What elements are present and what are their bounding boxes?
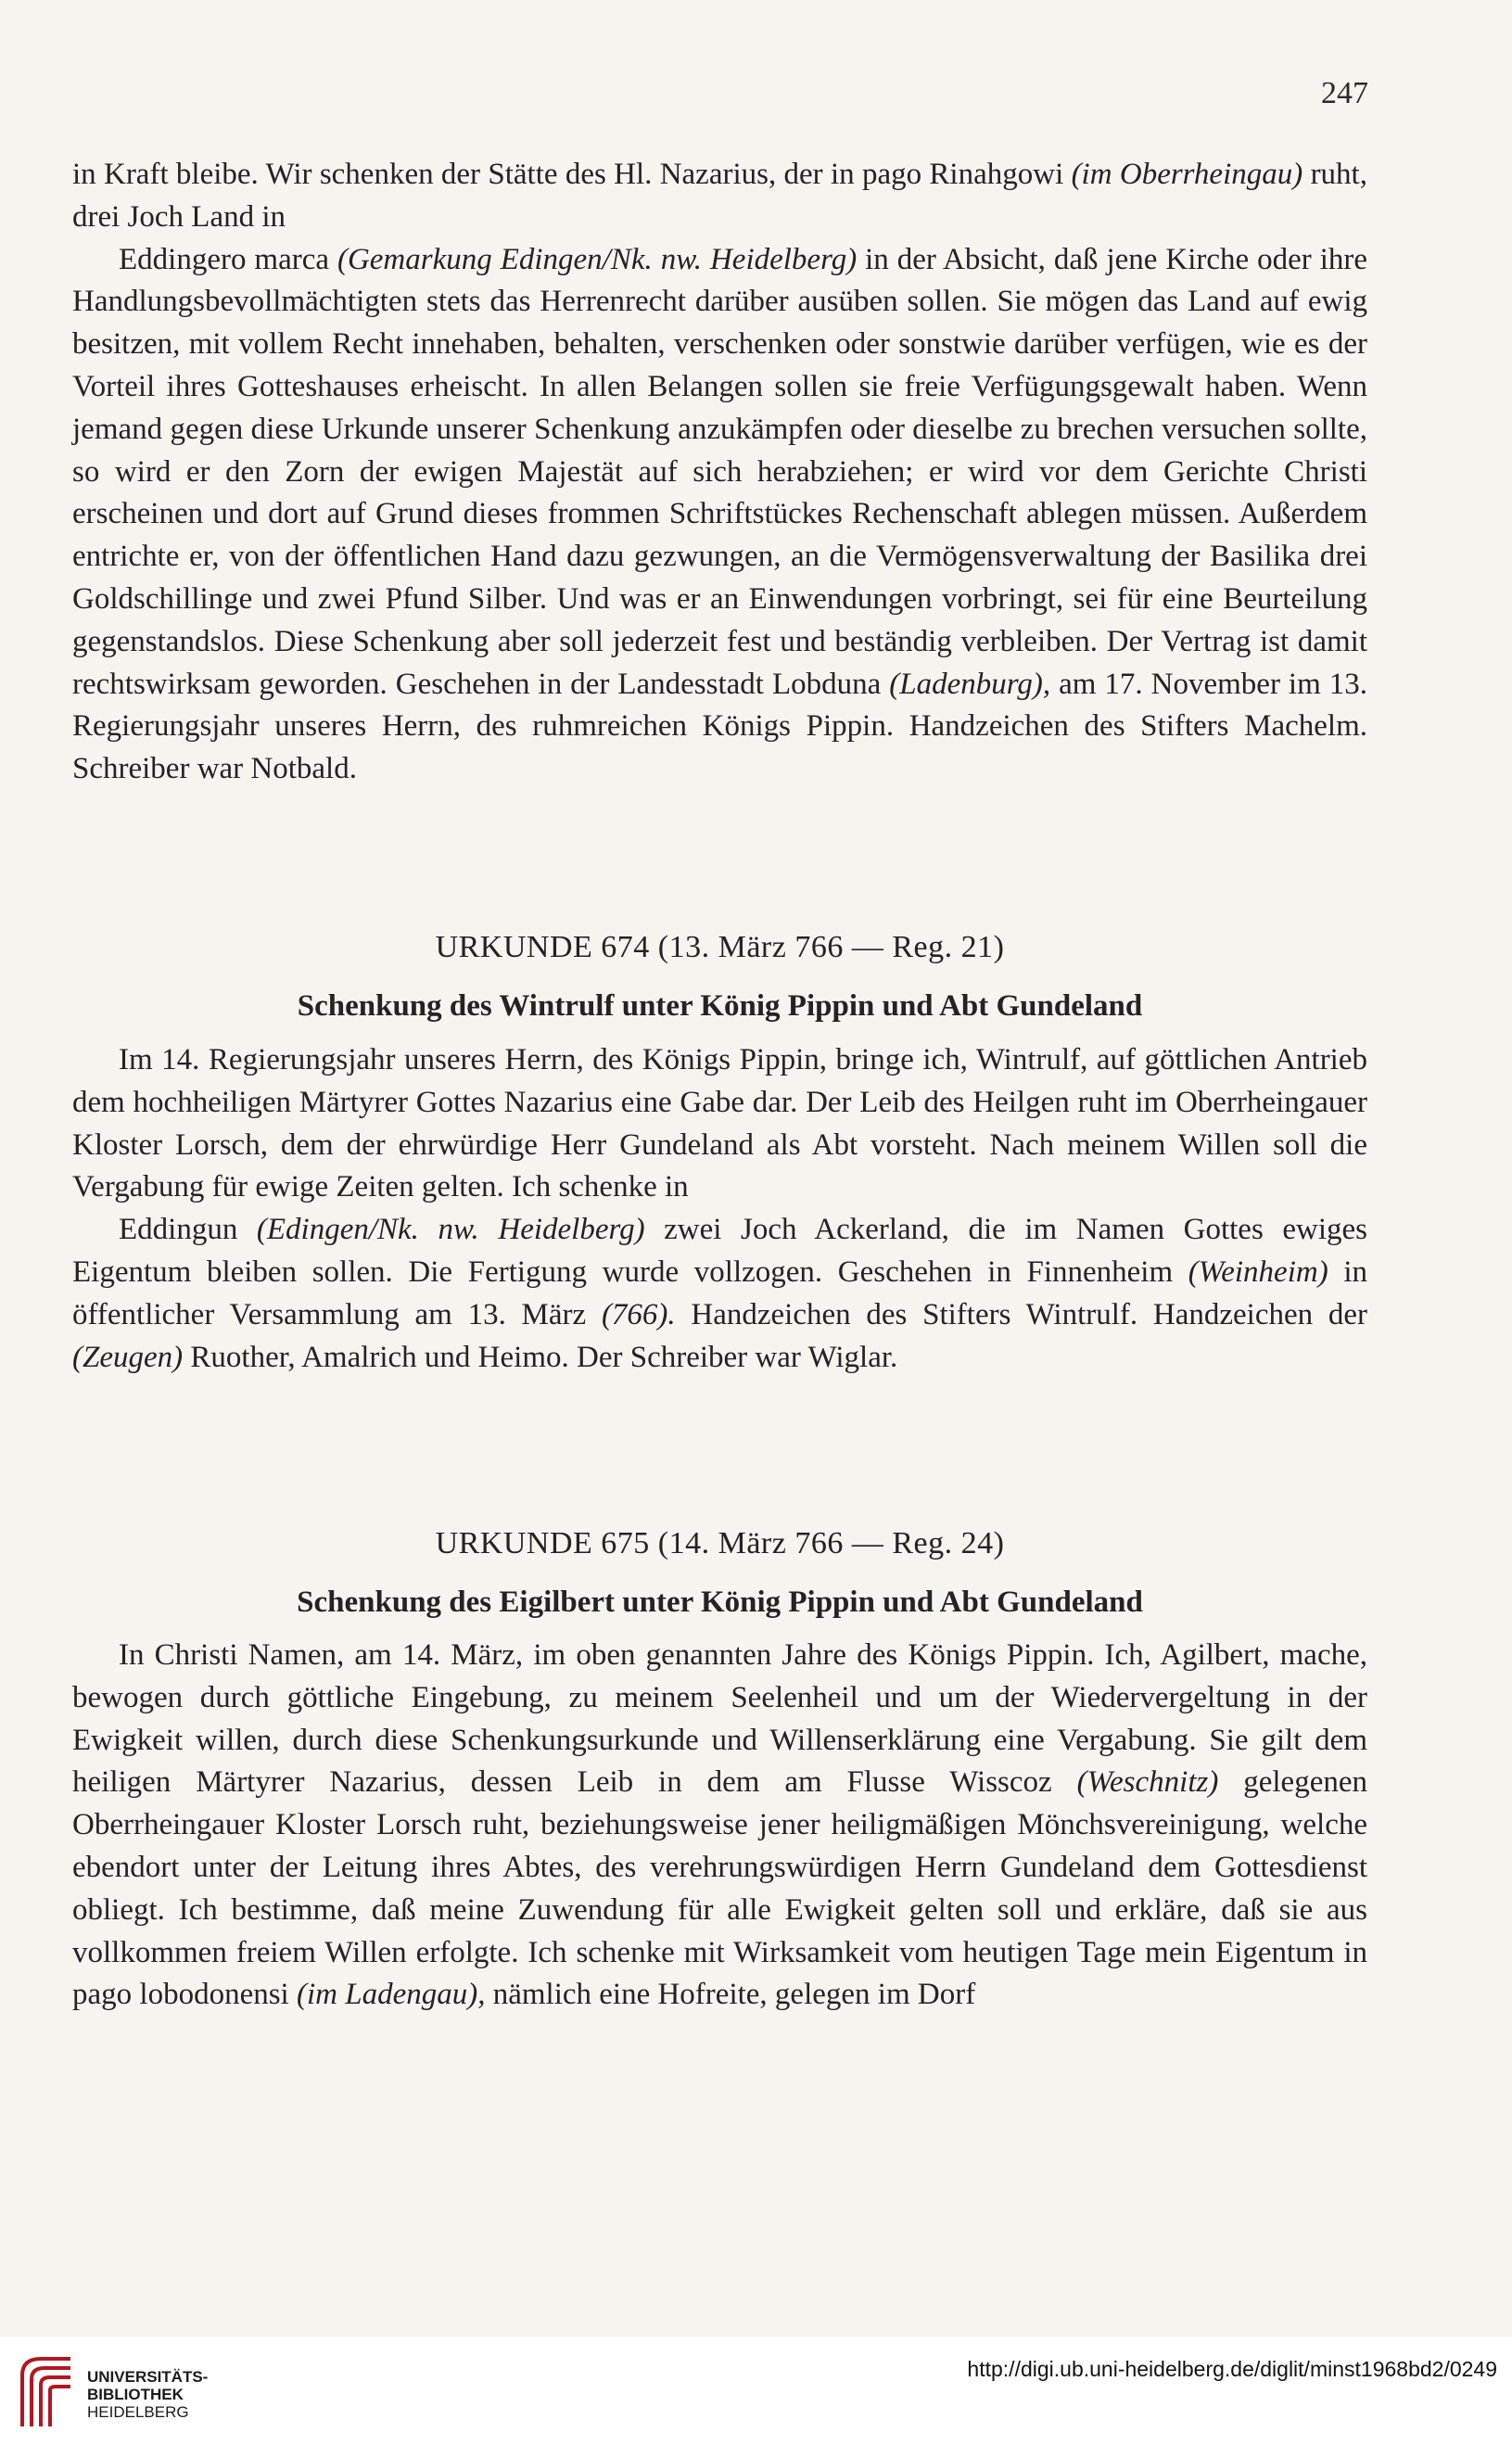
continued-text bbox=[72, 154, 1367, 791]
urkunde-674-heading: URKUNDE 674 (13. März 766 — Reg. 21) bbox=[435, 930, 1005, 964]
urkunde-675-body bbox=[72, 1635, 1367, 2017]
italic-text-run: (766). bbox=[601, 1297, 676, 1331]
paragraph bbox=[72, 1209, 1367, 1379]
text-run: gelegenen Oberrheingauer Kloster Lorsch ruht, beziehungsweise jener heiligmäßigen Mönchsvereinigung, welche ebendort unter der Leitung ihres Abtes, des verehrungswürdigen Herrn Gundeland dem Gottesdienst obliegt. Ich bestimme, daß meine Zuwendung für alle Ewigkeit gelten soll und erkläre, daß sie aus vollkommen freiem Willen erfolgte. Ich schenke mit Wirksamkeit vom heutigen Tage mein Eigentum in pago lobodonensi bbox=[72, 1765, 1367, 2012]
text-run: in öffentlicher Versammlung am 13. März bbox=[72, 1254, 1368, 1331]
text-run: ruht, drei Joch Land in bbox=[72, 158, 1367, 234]
paragraph bbox=[72, 239, 1367, 791]
text-run: am 17. November im 13. Regierungsjahr unseres Herrn, des ruhmreichen Königs Pippin. Handzeichen des Stifters Machelm. Schreiber war Notbald. bbox=[72, 667, 1368, 786]
source-url[interactable]: http://digi.ub.uni-heidelberg.de/diglit/minst1968bd2/0249 bbox=[967, 2357, 1497, 2381]
paragraph bbox=[72, 154, 1367, 239]
italic-text-run: (Ladenburg), bbox=[889, 667, 1051, 701]
paragraph: Im 14. Regierungsjahr unseres Herrn, des Königs Pippin, bringe ich, Wintrulf, auf göttlichen Antrieb dem hochheiligen Märtyrer Gottes Nazarius eine Gabe dar. Der Leib des Heilgen ruht im Oberrheingauer Kloster Lorsch, dem der ehrwürdige Herr Gundeland als Abt vorsteht. Nach meinem Willen soll die Vergabung für ewige Zeiten gelten. Ich schenke in bbox=[72, 1043, 1367, 1204]
paragraph bbox=[72, 1635, 1367, 2017]
page-number: 247 bbox=[1321, 76, 1368, 110]
library-logo-icon bbox=[13, 2348, 80, 2431]
italic-text-run: (Weinheim) bbox=[1188, 1254, 1328, 1289]
italic-text-run: (im Ladengau), bbox=[296, 1978, 486, 2012]
text-run: nämlich eine Hofreite, gelegen im Dorf bbox=[485, 1978, 976, 2012]
footer-bar bbox=[0, 2337, 1512, 2445]
urkunde-675-subtitle: Schenkung des Eigilbert unter König Pippin und Abt Gundeland bbox=[297, 1585, 1143, 1619]
text-run: zwei Joch Ackerland, die im Namen Gottes ewiges Eigentum bleiben sollen. Die Fertigung wurde vollzogen. Geschehen in Finnenheim bbox=[72, 1213, 1367, 1289]
text-run: in der Absicht, daß jene Kirche oder ihre Handlungsbevollmächtigten stets das Herrenrecht darüber ausüben sollen. Sie mögen das Land auf ewig besitzen, mit vollem Recht innehaben, behalten, verschenken oder sonstwie darüber verfügen, wie es der Vorteil ihres Gotteshauses erheischt. In allen Belangen sollen sie freie Verfügungsgewalt haben. Wenn jemand gegen diese Urkunde unserer Schenkung anzukämpfen oder dieselbe zu brechen versuchen sollte, so wird er den Zorn der ewigen Majestät auf sich herabziehen; er wird vor dem Gerichte Christi erscheinen und dort auf Grund dieses frommen Schriftstückes Rechenschaft ablegen müssen. Außerdem entrichte er, von der öffentlichen Hand dazu gezwungen, an die Vermögensverwaltung der Basilika drei Goldschillinge und zwei Pfund Silber. Und was er an Einwendungen vorbringt, sei für eine Beurteilung gegenstandslos. Diese Schenkung aber soll jederzeit fest und beständig verbleiben. Der Vertrag ist damit rechtswirksam geworden. Geschehen in der Landesstadt Lobduna bbox=[72, 242, 1367, 701]
italic-text-run: (Weschnitz) bbox=[1076, 1765, 1219, 1800]
urkunde-674-body bbox=[72, 1039, 1367, 1379]
library-name bbox=[87, 2368, 208, 2421]
italic-text-run: (Edingen/Nk. nw. Heidelberg) bbox=[256, 1213, 645, 1247]
text-run: Handzeichen des Stifters Wintrulf. Handzeichen der bbox=[675, 1297, 1368, 1331]
text-run: Ruother, Amalrich und Heimo. Der Schreiber war Wiglar. bbox=[183, 1340, 898, 1374]
urkunde-674-subtitle: Schenkung des Wintrulf unter König Pippin und Abt Gundeland bbox=[297, 989, 1143, 1023]
italic-text-run: (Gemarkung Edingen/Nk. nw. Heidelberg) bbox=[337, 242, 858, 276]
text-run: in Kraft bleibe. Wir schenken der Stätte des Hl. Nazarius, der in pago Rinahgowi bbox=[72, 158, 1072, 191]
text-run: Eddingero marca bbox=[119, 242, 337, 276]
urkunde-675-heading: URKUNDE 675 (14. März 766 — Reg. 24) bbox=[435, 1526, 1005, 1560]
library-name-line: BIBLIOTHEK bbox=[87, 2386, 184, 2403]
library-name-line: HEIDELBERG bbox=[87, 2403, 189, 2421]
text-run: In Christi Namen, am 14. März, im oben genannten Jahre des Königs Pippin. Ich, Agilbert, mache, bewogen durch göttliche Eingebung, zu meinem Seelenheil und um der Wiedervergeltung in der Ewigkeit willen, durch diese Schenkungsurkunde und Willenserklärung eine Vergabung. Sie gilt dem heiligen Märtyrer Nazarius, dessen Leib in dem am Flusse Wisscoz bbox=[72, 1638, 1367, 1800]
italic-text-run: (Zeugen) bbox=[72, 1340, 184, 1374]
italic-text-run: (im Oberrheingau) bbox=[1071, 158, 1303, 191]
library-name-line: UNIVERSITÄTS- bbox=[87, 2368, 209, 2386]
text-run: Eddingun bbox=[119, 1213, 257, 1247]
